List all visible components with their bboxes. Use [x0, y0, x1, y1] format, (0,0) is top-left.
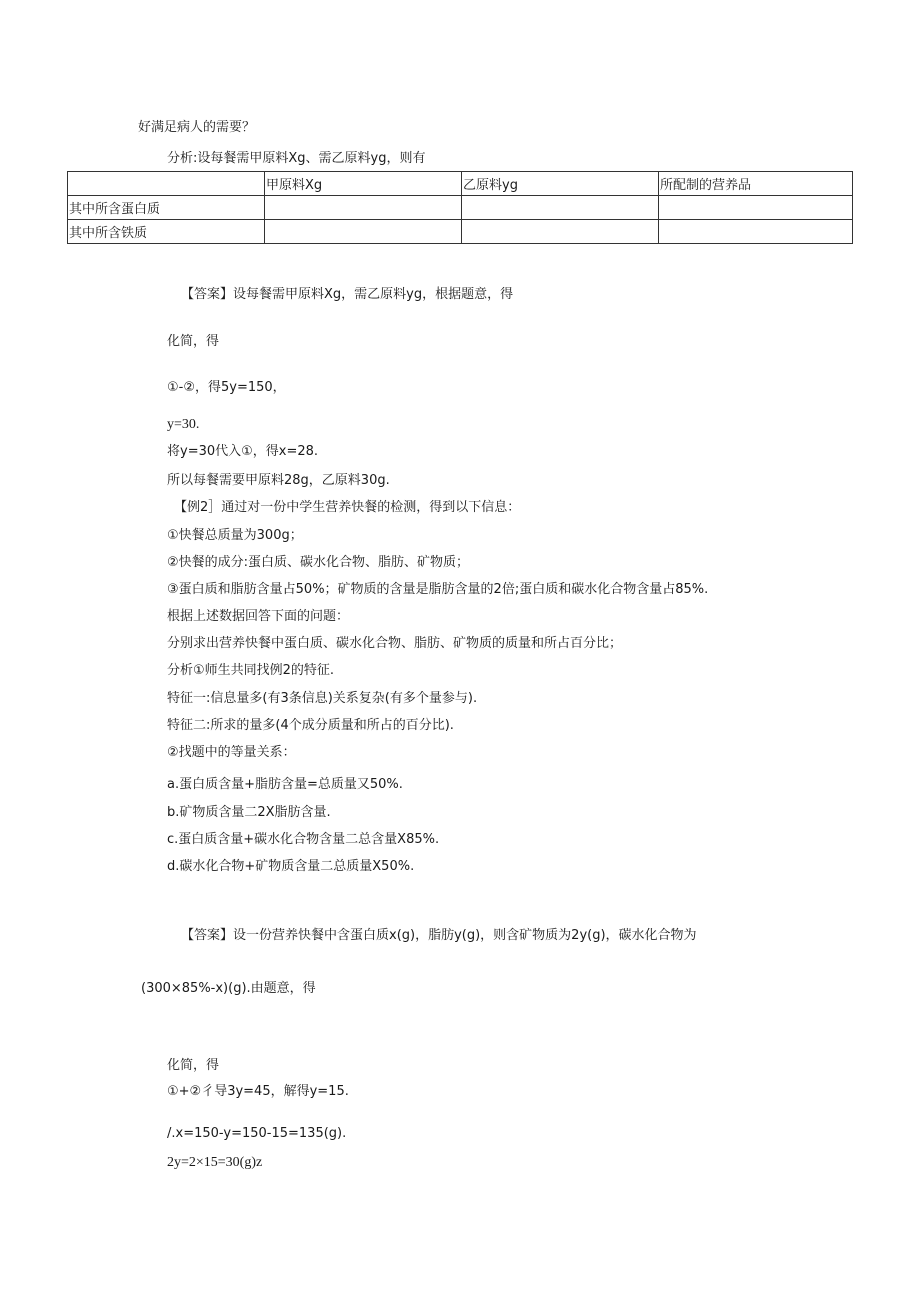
table-row — [68, 220, 853, 244]
example2-relation-b: b.矿物质含量二2X脂肪含量. — [167, 805, 331, 820]
answer1-simplify: 化简，得 — [167, 334, 220, 349]
answer2-line2: (300×85%-x)(g).由题意，得 — [141, 981, 316, 996]
example2-feature2: 特征二:所求的量多(4个成分质量和所占的百分比). — [167, 718, 454, 733]
example2-relation-d: d.碳水化合物+矿物质含量二总质量X50%. — [167, 859, 415, 874]
example2-relation-c: c.蛋白质含量+碳水化合物含量二总含量X85%. — [167, 832, 440, 847]
answer1-step3: 将y=30代入①，得x=28. — [167, 444, 319, 459]
answer2-step1: ①+②彳导3y=45，解得y=15. — [167, 1084, 349, 1099]
example2-find-relations: ②找题中的等量关系： — [167, 745, 296, 760]
table-header-cell: 甲原料Xg — [265, 172, 462, 196]
table-row — [68, 196, 853, 220]
example2-info2: ②快餐的成分:蛋白质、碳水化合物、脂肪、矿物质； — [167, 555, 470, 570]
answer1-step2: y=30. — [167, 417, 200, 432]
table-cell — [265, 220, 462, 244]
answer1-intro: 【答案】设每餐需甲原料Xg，需乙原料yg，根据题意，得 — [181, 287, 514, 302]
example2-feature1: 特征一:信息量多(有3条信息)关系复杂(有多个量参与). — [167, 691, 478, 706]
answer2-step3: 2y=2×15=30(g)z — [167, 1155, 263, 1170]
example2-info1: ①快餐总质量为300g； — [167, 528, 303, 543]
table-header-cell — [68, 172, 265, 196]
answer2-simplify: 化简，得 — [167, 1058, 220, 1073]
answer2-line1: 【答案】设一份营养快餐中含蛋白质x(g)，脂肪y(g)，则含矿物质为2y(g)，碳水化合物为 — [181, 928, 697, 943]
example2-info3: ③蛋白质和脂肪含量占50%；矿物质的含量是脂肪含量的2倍;蛋白质和碳水化合物含量占85%. — [167, 582, 709, 597]
analysis-intro: 分析:设每餐需甲原料Xg、需乙原料yg，则有 — [167, 151, 426, 166]
table-header-cell: 乙原料yg — [462, 172, 659, 196]
example2-prompt: 根据上述数据回答下面的问题： — [167, 609, 350, 624]
example2-relation-a: a.蛋白质含量+脂肪含量=总质量又50%. — [167, 777, 403, 792]
answer1-step1: ①-②，得5y=150， — [167, 380, 286, 395]
table-header-cell: 所配制的营养品 — [659, 172, 853, 196]
table-cell: 其中所含蛋白质 — [68, 196, 265, 220]
table-cell: 其中所含铁质 — [68, 220, 265, 244]
table-cell — [462, 220, 659, 244]
table-cell — [659, 220, 853, 244]
answer2-step2: /.x=150-y=150-15=135(g). — [167, 1126, 347, 1141]
intro-question: 好满足病人的需要？ — [138, 120, 256, 135]
table-cell — [462, 196, 659, 220]
answer1-conclusion: 所以每餐需要甲原料28g，乙原料30g. — [167, 473, 390, 488]
table-cell — [265, 196, 462, 220]
example2-task: 分别求出营养快餐中蛋白质、碳水化合物、脂肪、矿物质的质量和所占百分比； — [167, 636, 623, 651]
table-cell — [659, 196, 853, 220]
example2-analysis: 分析①师生共同找例2的特征. — [167, 663, 335, 678]
table-header-row — [68, 172, 853, 196]
example2-title: 【例2］通过对一份中学生营养快餐的检测，得到以下信息： — [174, 500, 521, 515]
analysis-table — [67, 171, 853, 244]
